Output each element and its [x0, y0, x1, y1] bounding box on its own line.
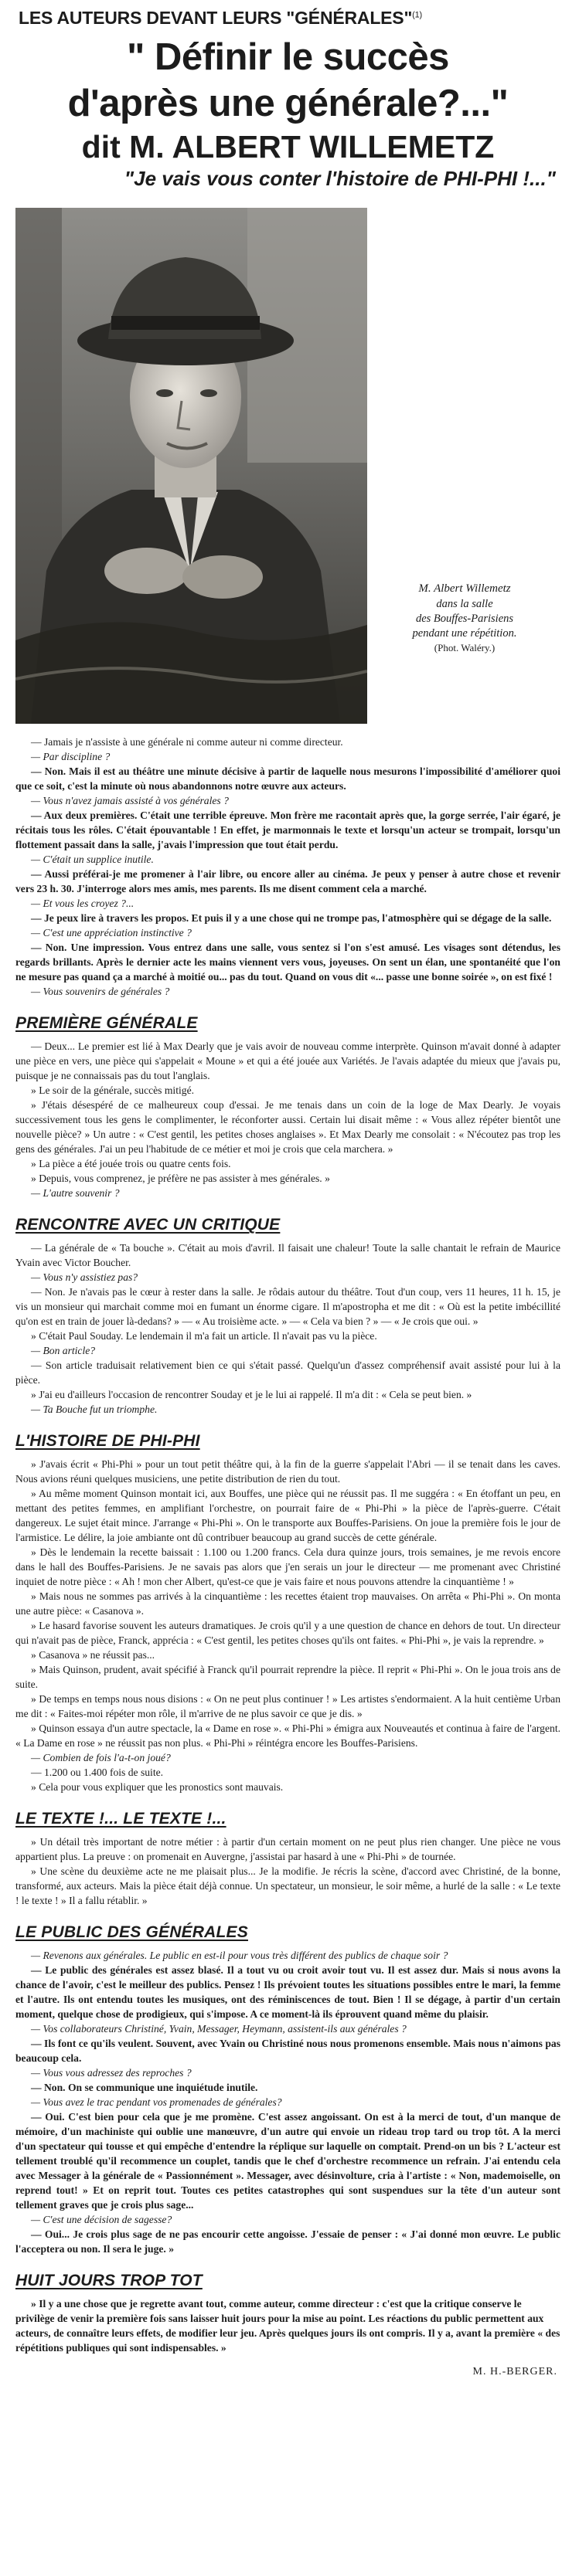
section-heading: RENCONTRE AVEC UN CRITIQUE: [15, 1216, 281, 1234]
paragraph: — Aussi préférai-je me promener à l'air libre, ou encore aller au cinéma. Je peux y penser à autre chose et revenir vers 23 h. 30. J'interroge alors mes amis, mes parents. Ils me disent comment cela a marché.: [15, 868, 560, 895]
question: — C'était un supplice inutile.: [31, 854, 154, 866]
paragraph: » De temps en temps nous nous disions : « On ne peut plus continuer ! » Les artistes s'endormaient. A la huit centième Urban me dit : « Faites-moi répéter mon rôle, il m'arrive de ne plus savoir ce que je dis. »: [15, 1693, 560, 1720]
photo-credit: (Phot. Waléry.): [434, 642, 496, 654]
intro-section: [15, 735, 560, 999]
paragraph: » Au même moment Quinson montait ici, aux Bouffes, une pièce qui ne réussit pas. Il me suggéra : « En étoffant un peu, en mettant des petites femmes, en amplifiant l'orchestre, on pourrait faire de « Phi-Phi » la pièce de l'après-guerre. C'était dangereux. Le sujet était mince. J'arrange « Phi-Phi ». On le transporte aux Bouffes-Parisiens. On joue la première fois le jour de l'armistice. Le délire, la joie ambiante ont dû contribuer beaucoup au grand succès de cette générale.: [15, 1488, 560, 1544]
question: — Vous n'avez jamais assisté à vos générales ?: [31, 795, 229, 807]
paragraph: » Mais Quinson, prudent, avait spécifié à Franck qu'il pourrait reprendre la pièce. Il reprit « Phi-Phi ». On le joua trois ans de suite.: [15, 1664, 560, 1691]
section-premiere-generale: [15, 1014, 560, 1200]
caption-line: dans la salle: [436, 597, 493, 610]
paragraph: » Il y a une chose que je regrette avant tout, comme auteur, comme directeur : c'est que la critique conserve le privilège de venir la première fois sans laisser huit jours pour la mise au point. Les réactions du public permettent aux acteurs, de connaître leurs effets, de modifier leur jeu. Après quelques jours ils ont compris. Il y a, avant la première « des répétitions publiques qui sont indispensables. »: [15, 2298, 560, 2354]
caption-line: pendant une répétition.: [412, 627, 517, 640]
paragraph: » Depuis, vous comprenez, je préfère ne pas assister à mes générales. »: [31, 1173, 330, 1185]
kicker-footnote-mark: (1): [412, 10, 423, 20]
question: — C'est une décision de sagesse?: [31, 2214, 172, 2226]
paragraph: » Casanova » ne réussit pas...: [31, 1649, 155, 1661]
photo-caption: [367, 582, 560, 724]
paragraph: » Le soir de la générale, succès mitigé.: [31, 1084, 194, 1097]
headline-line-1: " Définir le succès: [127, 36, 449, 78]
paragraph: » Cela pour vous expliquer que les pronostics sont mauvais.: [31, 1781, 284, 1794]
paragraph: » Mais nous ne sommes pas arrivés à la cinquantième : les recettes étaient trop mauvaises. On arrêta « Phi-Phi ». On monta une autre pièce: « Casanova ».: [15, 1590, 560, 1617]
question: — Par discipline ?: [31, 751, 111, 763]
paragraph: — Le public des générales est assez blasé. Il a tout vu ou croit avoir tout vu. Il est assez dur. Mais si nous avons la chance de l'avoir, c'est le meilleur des publics. Pensez ! Ils prévoient toutes les situations possibles entre le mari, la femme et l'autre. Ils ont entendu toutes les musiques, ont des réminiscences de tout. Bien ! Il se dégage, à partir d'un certain moment, quelque chose de prodigieux, qui s'impose. A ce moment-là ils éprouvent quand même du plaisir.: [15, 1964, 560, 2021]
portrait-illustration: [15, 208, 367, 724]
paragraph: — La générale de « Ta bouche ». C'était au mois d'avril. Il faisait une chaleur! Toute la salle chantait le refrain de Maurice Yvain avec Victor Boucher.: [15, 1242, 560, 1269]
caption-line: des Bouffes-Parisiens: [415, 612, 514, 625]
question: — C'est une appréciation instinctive ?: [31, 927, 192, 939]
question: — Vous vous adressez des reproches ?: [31, 2067, 192, 2079]
paragraph: — Aux deux premières. C'était une terrible épreuve. Mon frère me racontait après que, la gorge serrée, l'air égaré, je récitais tous les rôles. C'était épouvantable ! En effet, je marmonnais le texte et lorsqu'un acteur se trompait, lorsqu'un flottement passait dans la salle, j'avais l'impression que tout était perdu.: [15, 809, 560, 851]
section-heading: HUIT JOURS TROP TOT: [15, 2272, 203, 2290]
section-heading: LE PUBLIC DES GÉNÉRALES: [15, 1923, 248, 1942]
question: — Vous n'y assistiez pas?: [31, 1271, 138, 1284]
section-histoire-phi-phi: [15, 1432, 560, 1794]
paragraph: » Le hasard favorise souvent les auteurs dramatiques. Je crois qu'il y a une question de chance en dehors de tout. Un directeur qui n'avait pas de pièce, Franck, apprécia : « C'est gentil, les petites choses qu'ils ont faites. « Phi-Phi », je vais la reprendre. »: [15, 1620, 560, 1647]
paragraph: » J'avais écrit « Phi-Phi » pour un tout petit théâtre qui, à la fin de la guerre s'appelait l'Abri — il se tenait dans les caves. Nous avions réuni quelques musiciens, une petite distribution de rien du tout.: [15, 1458, 560, 1485]
question: — L'autre souvenir ?: [31, 1187, 120, 1200]
question: — Vous avez le trac pendant vos promenades de générales?: [31, 2096, 282, 2109]
paragraph: » J'ai eu d'ailleurs l'occasion de rencontrer Souday et je le lui ai rappelé. Il m'a dit : « Cela se peut bien. »: [31, 1389, 472, 1401]
portrait-photo: [15, 208, 367, 724]
subheadline: "Je vais vous conter l'histoire de PHI-PHI !...": [124, 167, 556, 191]
paragraph: — Son article traduisait relativement bien ce qui s'était passé. Quelqu'un d'assez compréhensif avait assisté pour lui à la pièce.: [15, 1359, 560, 1386]
question: — Et vous les croyez ?...: [31, 898, 135, 910]
question: — Vous souvenirs de générales ?: [31, 986, 170, 998]
headline-line-3: dit M. ALBERT WILLEMETZ: [81, 128, 495, 165]
section-rencontre-critique: [15, 1216, 560, 1417]
section-heading: L'HISTOIRE DE PHI-PHI: [15, 1432, 200, 1451]
question: — Revenons aux générales. Le public en est-il pour vous très différent des publics de chaque soir ?: [31, 1950, 448, 1962]
paragraph: » La pièce a été jouée trois ou quatre cents fois.: [31, 1158, 231, 1170]
paragraph: — Oui. C'est bien pour cela que je me promène. C'est assez angoissant. On est à la merci de tout, d'un manque de mémoire, d'un machiniste qui oublie une manœuvre, d'un autre qui envoie un rideau trop tard ou trop tôt. A la merci d'un spectateur qui tousse et qui empêche d'entendre la réplique sur laquelle on comptait. Prend-on un bis ? L'acteur est tellement troublé qu'il recommence un couplet, tandis que le chef d'orchestre recommence un refrain. J'ai entendu cela avec Messager à la générale de « Passionnément ». Messager, avec désinvolture, cria à l'artiste : « Non, mademoiselle, on reprend tout! » Et on reprit tout. Toutes ces petites catastrophes qui sont suspendues sur la tête d'un auteur sont tellement graves que je crois plus sage...: [15, 2111, 560, 2211]
paragraph: — Non. Je n'avais pas le cœur à rester dans la salle. Je rôdais autour du théâtre. Tout d'un coup, vers 11 heures, 11 h. 15, je vis un monsieur qui marchait comme moi en fumant un énorme cigare. Il m'apostropha et me dit : « Où est la petite imbécillité qu'on est en train de jouer là-dedans? » — « Au troisième acte. » — « Cela va bien ? » — « Je crois que oui. »: [15, 1286, 560, 1328]
paragraph: — Ils font ce qu'ils veulent. Souvent, avec Yvain ou Christiné nous nous promenons ensemble. Mais nous n'aimons pas beaucoup cela.: [15, 2038, 560, 2065]
section-public-generales: [15, 1923, 560, 2256]
paragraph: — Jamais je n'assiste à une générale ni comme auteur ni comme directeur.: [31, 736, 343, 748]
author-signature: M. H.-BERGER.: [472, 2366, 557, 2378]
section-heading: LE TEXTE !... LE TEXTE !...: [15, 1810, 226, 1828]
article-body: [15, 735, 560, 2378]
section-le-texte: [15, 1810, 560, 1908]
caption-name: M. Albert Willemetz: [418, 582, 511, 595]
question: — Combien de fois l'a-t-on joué?: [31, 1752, 171, 1764]
paragraph: — Non. Mais il est au théâtre une minute décisive à partir de laquelle nous mesurons l'impossibilité d'améliorer quoi que ce soit, c'est la minute où nous abandonnons notre œuvre aux acteurs.: [15, 765, 560, 792]
photo-block: [15, 208, 560, 724]
headline-line-2: d'après une générale?...": [67, 82, 509, 124]
paragraph: — Deux... Le premier est lié à Max Dearly que je vais avoir de nouveau comme interprète. Quinson m'avait donné à adapter une pièce en vers, une pièce qui s'appelait « Moune » et qui a été jouée aux Variétés. Je l'avais adaptée du mieux que j'avais pu, puisque je ne connaissais pas du tout l'anglais.: [15, 1040, 560, 1082]
paragraph: » Dès le lendemain la recette baissait : 1.100 ou 1.200 francs. Cela dura quinze jours, trois semaines, je me revois encore dans le hall des Bouffes-Parisiens. Je ne savais pas alors que j'en serais un jour le directeur — me promenant avec Christiné inquiet de notre pièce : « Ah ! mon cher Albert, qu'est-ce que je vais faire et nous pouvons attendre la cinquantième ! »: [15, 1546, 560, 1588]
question: — Vos collaborateurs Christiné, Yvain, Messager, Heymann, assistent-ils aux générales ?: [31, 2023, 407, 2035]
paragraph: » Une scène du deuxième acte ne me plaisait plus... Je la modifie. Je récris la scène, d'accord avec Christiné, de la bonne, transformé, aux acteurs. Mais la pièce était déjà connue. Un spectateur, un monsieur, le soir même, a hurlé de la salle : « Le texte ! le texte ! » Il a fallu rétablir. »: [15, 1865, 560, 1907]
question: — Bon article?: [31, 1345, 96, 1357]
paragraph: » J'étais désespéré de ce malheureux coup d'essai. Je me tenais dans un coin de la loge de Max Dearly. Je voyais successivement tous les gens le complimenter, le réconforter aussi. Certain lui disait même : « Vous allez répéter bientôt une nouvelle pièce? » Un autre : « C'est gentil, les petites choses anglaises ». Et Max Dearly me consolait : « N'écoutez pas trop les gens des générales. J'ai un peu l'habitude de ce métier et moi je crois que cela marchera. »: [15, 1099, 560, 1156]
section-huit-jours: [15, 2272, 560, 2355]
paragraph: — Oui... Je crois plus sage de ne pas encourir cette angoisse. J'essaie de penser : « J'ai donné mon œuvre. Le public l'acceptera ou non. Il sera le juge. »: [15, 2228, 560, 2255]
section-heading: PREMIÈRE GÉNÉRALE: [15, 1014, 198, 1033]
question: — Ta Bouche fut un triomphe.: [31, 1403, 158, 1416]
paragraph: — 1.200 ou 1.400 fois de suite.: [31, 1767, 164, 1779]
paragraph: — Je peux lire à travers les propos. Et puis il y a une chose qui ne trompe pas, l'atmosphère qui se dégage de la salle.: [31, 912, 552, 925]
kicker-line: [15, 6, 560, 32]
paragraph: » Quinson essaya d'un autre spectacle, la « Dame en rose ». « Phi-Phi » émigra aux Nouveautés et continua à faire de l'argent. « La Dame en rose » ne réussit pas non plus. « Phi-Phi » réintégra encore les Bouffes-Parisiens.: [15, 1722, 560, 1750]
paragraph: — Non. On se communique une inquiétude inutile.: [31, 2082, 258, 2094]
paragraph: » C'était Paul Souday. Le lendemain il m'a fait un article. Il n'avait pas vu la pièce.: [31, 1330, 377, 1342]
kicker-text: LES AUTEURS DEVANT LEURS "GÉNÉRALES": [19, 8, 413, 28]
paragraph: » Un détail très important de notre métier : à partir d'un certain moment on ne peut plus rien changer. Une pièce ne vous appartient plus. La preuve : on promenait en Auvergne, j'assistai par hasard à une « Phi-Phi » de tournée.: [15, 1836, 560, 1863]
paragraph: — Non. Une impression. Vous entrez dans une salle, vous sentez si l'on s'est amusé. Les visages sont détendus, les regards brillants. Après le dernier acte les mains viennent vers vous, joyeuses. On sent un élan, une spontanéité que l'on ne mesure pas quand ça a marché à moitié ou... pas du tout. Quand on vous dit «... passe une bonne soirée », on est fixé !: [15, 942, 560, 983]
